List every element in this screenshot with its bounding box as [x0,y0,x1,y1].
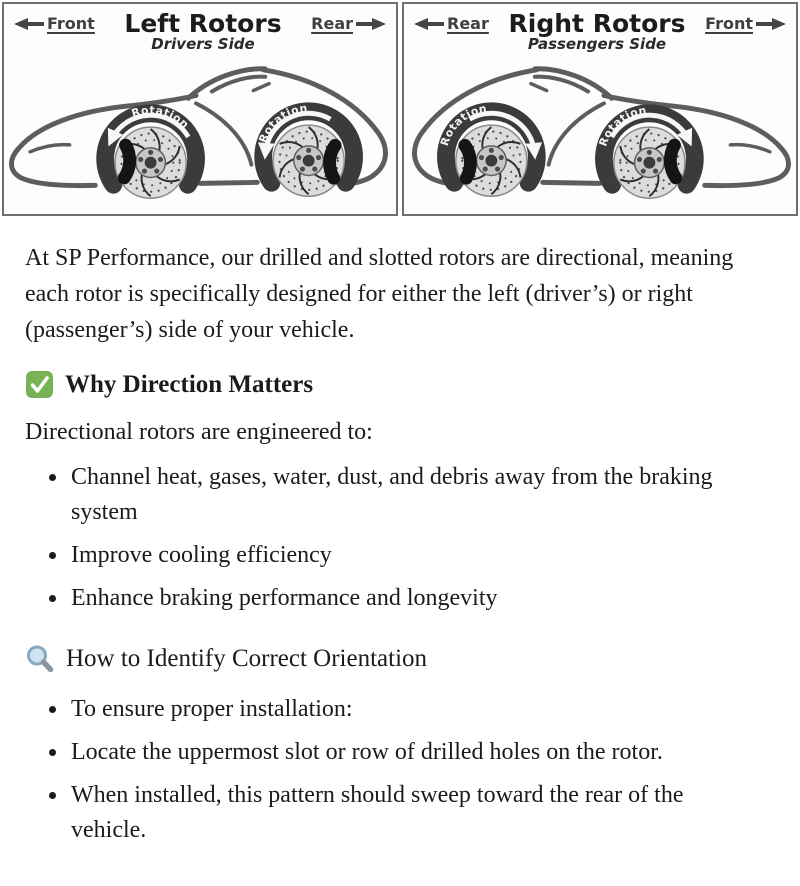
left-arrow-icon [414,17,444,31]
article-body [0,216,800,886]
right-panel-titles [509,11,686,53]
installation-steps-list [25,692,750,848]
left-arrow-icon [14,17,44,31]
right-arrow-icon [356,17,386,31]
left-panel-titles [124,11,281,53]
panel-subtitle: Passengers Side [527,35,667,54]
rear-direction-label [414,14,489,33]
left-panel-header [4,4,396,53]
list-item: • Enhance braking performance and longevity [69,581,750,616]
rotation-label: Rotation [437,101,489,148]
intro-paragraph: At SP Performance, our drilled and slotted rotors are directional, meaning each rotor is specifically designed for either the left (driver’s) or right (passenger’s) side of your vehicle. [25,245,734,343]
left-car-illustration [4,54,396,214]
front-direction-label [705,14,786,33]
right-rotors-panel [402,2,798,216]
engineered-to-lead: Directional rotors are engineered to: [25,419,373,445]
svg-text:Rotation [130,104,192,132]
direction-label-text: Rear [311,14,353,33]
check-mark-button-icon [25,370,54,399]
direction-label-text: Rear [447,14,489,33]
panel-subtitle: Drivers Side [151,35,255,54]
right-panel-header [404,4,796,53]
panel-title: Right Rotors [508,9,686,38]
section-heading-identify-orientation [25,644,750,674]
panel-title: Left Rotors [124,9,282,38]
list-item: • To ensure proper installation: [69,692,750,727]
rotation-label: Rotation [256,101,309,145]
rear-direction-label [311,14,386,33]
rotor-orientation-diagram [0,0,800,216]
left-rotors-panel [2,2,398,216]
list-item: • Locate the uppermost slot or row of drilled holes on the rotor. [69,735,750,770]
list-item: • Channel heat, gases, water, dust, and debris away from the braking system [69,460,750,530]
section-heading-text: How to Identify Correct Orientation [66,645,428,672]
section-heading-why-direction-matters [25,370,750,399]
section-heading-text: Why Direction Matters [65,370,314,398]
rotation-label: Rotation [129,103,192,132]
direction-label-text: Front [705,14,753,33]
right-car-illustration [404,54,796,214]
front-direction-label [14,14,95,33]
benefits-list [25,460,750,616]
right-arrow-icon [756,17,786,31]
list-item: • Improve cooling efficiency [69,538,750,573]
list-item: • When installed, this pattern should sweep toward the rear of the vehicle. [69,778,750,848]
magnifying-glass-icon [25,644,55,674]
rotation-label: Rotation [596,103,648,149]
direction-label-text: Front [47,14,95,33]
